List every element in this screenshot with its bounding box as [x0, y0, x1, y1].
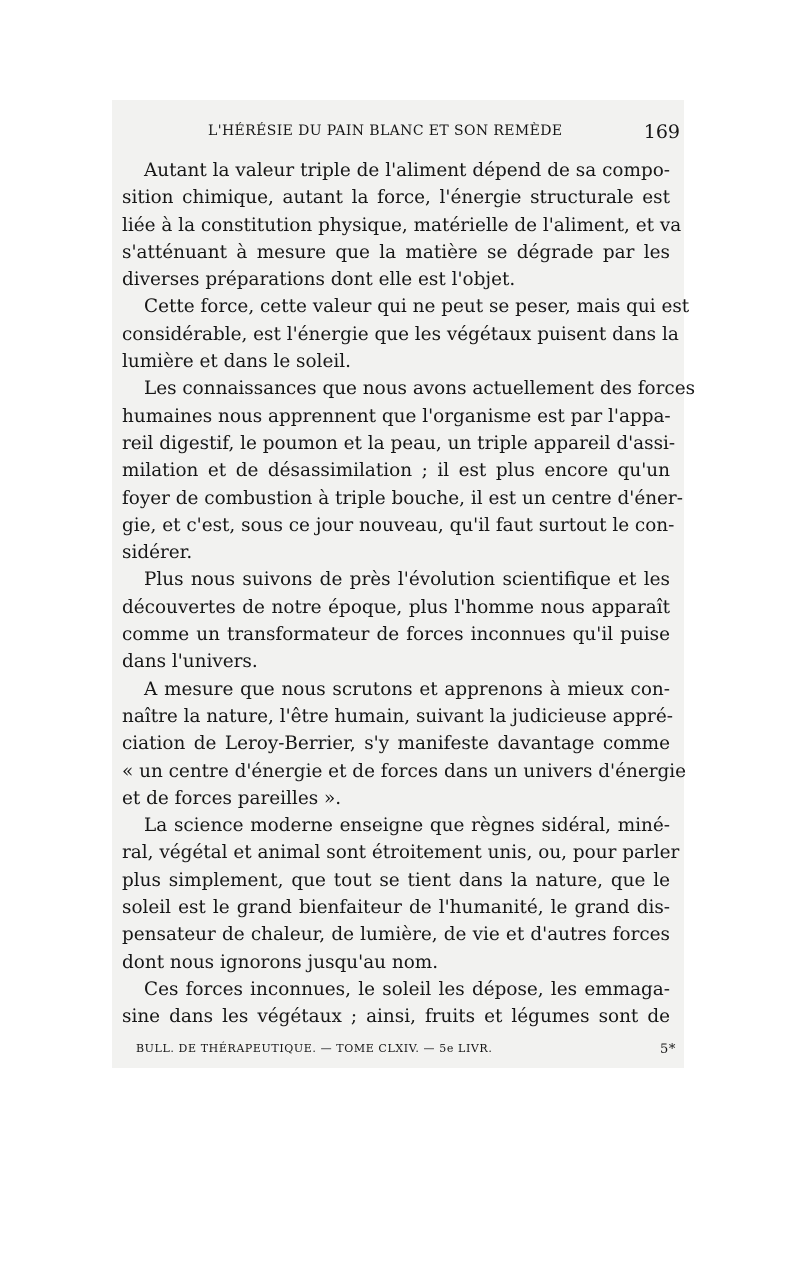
running-title: L'HÉRÉSIE DU PAIN BLANC ET SON REMÈDE: [208, 123, 563, 139]
text-line: s'atténuant à mesure que la matière se dégrade par les: [122, 241, 670, 263]
text-line: A mesure que nous scrutons et apprenons à mieux con-: [144, 678, 670, 700]
text-line: Cette force, cette valeur qui ne peut se peser, mais qui est: [144, 296, 690, 318]
text-line: pensateur de chaleur, de lumière, de vie et d'autres forces: [122, 924, 670, 946]
text-line: milation et de désassimilation ; il est plus encore qu'un: [122, 460, 670, 482]
text-line: soleil est le grand bienfaiteur de l'humanité, le grand dis-: [122, 897, 670, 919]
text-line: humaines nous apprennent que l'organisme est par l'appa-: [122, 405, 671, 427]
page-number: 169: [643, 121, 680, 143]
text-line: liée à la constitution physique, matérielle de l'aliment, et va: [122, 214, 682, 236]
text-line: Plus nous suivons de près l'évolution scientifique et les: [144, 569, 670, 591]
text-line: sine dans les végétaux ; ainsi, fruits et légumes sont de: [122, 1006, 670, 1028]
text-line: découvertes de notre époque, plus l'homme nous apparaît: [122, 596, 670, 618]
text-line: sidérer.: [122, 542, 193, 564]
text-line: La science moderne enseigne que règnes sidéral, miné-: [144, 815, 670, 837]
text-line: reil digestif, le poumon et la peau, un triple appareil d'assi-: [122, 432, 676, 454]
text-line: naître la nature, l'être humain, suivant la judicieuse appré-: [122, 705, 673, 727]
text-line: ciation de Leroy-Berrier, s'y manifeste davantage comme: [122, 733, 670, 755]
text-line: diverses préparations dont elle est l'objet.: [122, 269, 516, 291]
text-line: lumière et dans le soleil.: [122, 351, 351, 373]
journal-reference: BULL. DE THÉRAPEUTIQUE. — TOME CLXIV. — 5e LIVR.: [136, 1042, 493, 1055]
running-head: [120, 121, 680, 145]
text-line: comme un transformateur de forces inconnues qu'il puise: [122, 624, 670, 646]
footer-signature-line: [136, 1042, 676, 1060]
text-line: dans l'univers.: [122, 651, 258, 673]
body-text: [122, 157, 696, 1031]
text-line: et de forces pareilles ».: [122, 787, 342, 809]
text-line: dont nous ignorons jusqu'au nom.: [122, 951, 439, 973]
text-line: sition chimique, autant la force, l'énergie structurale est: [122, 187, 670, 209]
text-line: considérable, est l'énergie que les végétaux puisent dans la: [122, 323, 679, 345]
text-line: Autant la valeur triple de l'aliment dépend de sa compo-: [144, 160, 670, 181]
text-line: plus simplement, que tout se tient dans la nature, que le: [122, 869, 670, 891]
text-line: ral, végétal et animal sont étroitement unis, ou, pour parler: [122, 842, 680, 864]
text-line: Les connaissances que nous avons actuellement des forces: [144, 378, 696, 400]
signature-mark: 5*: [660, 1042, 676, 1057]
text-line: Ces forces inconnues, le soleil les dépose, les emmaga-: [144, 978, 670, 1000]
text-line: foyer de combustion à triple bouche, il est un centre d'éner-: [122, 487, 683, 509]
text-line: « un centre d'énergie et de forces dans un univers d'énergie: [122, 760, 687, 782]
text-line: gie, et c'est, sous ce jour nouveau, qu'il faut surtout le con-: [122, 514, 675, 536]
